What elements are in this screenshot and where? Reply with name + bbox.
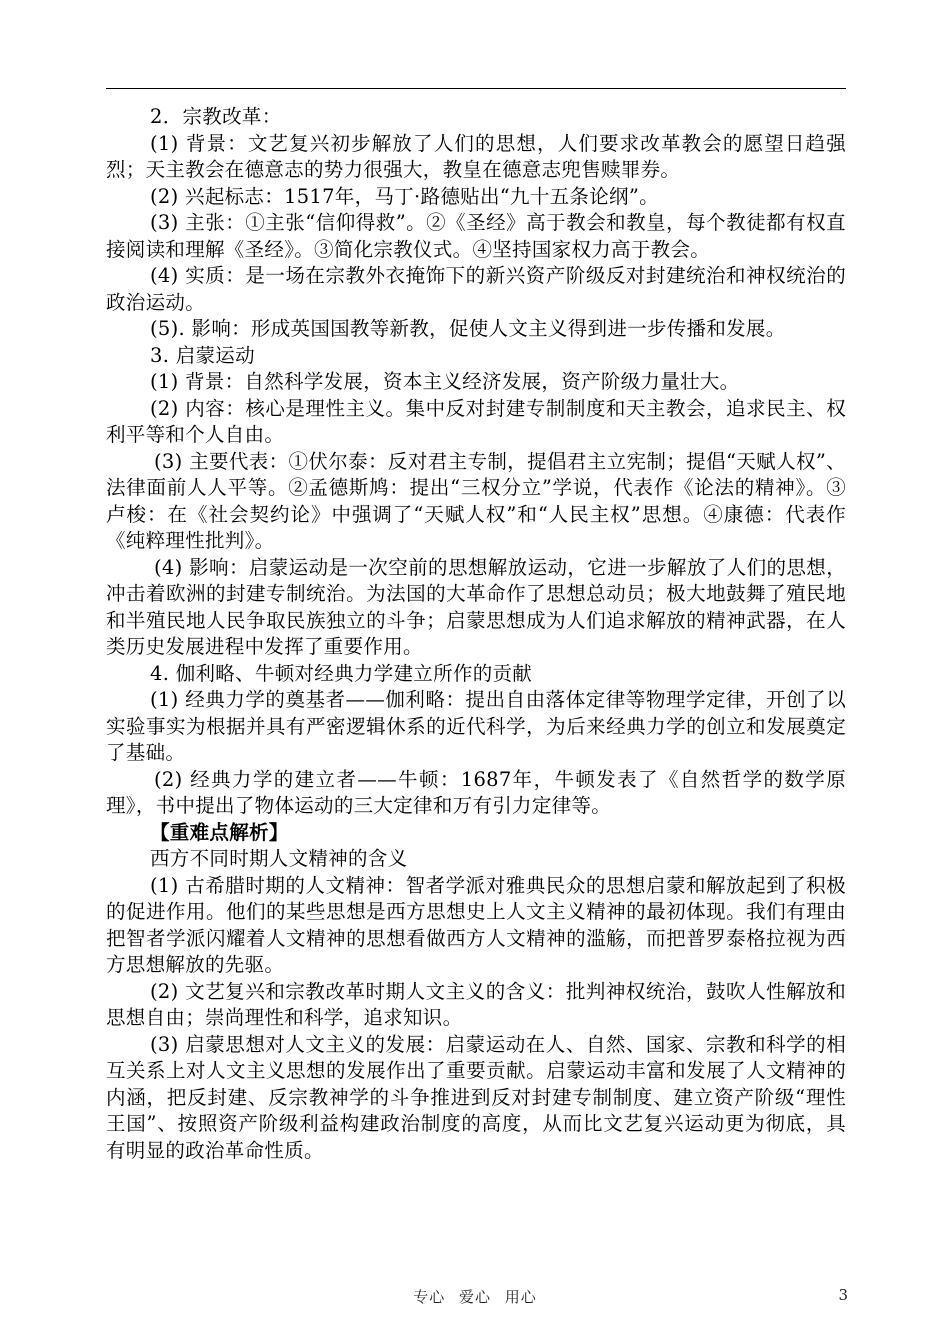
document-body (106, 104, 846, 1164)
paragraph: (2) 经典力学的建立者——牛顿：1687年，牛顿发表了《自然哲学的数学原理》，书中提出了物体运动的三大定律和万有引力定律等。 (106, 767, 846, 817)
page-footer (0, 1286, 950, 1310)
paragraph: (2) 兴起标志：1517年，马丁·路德贴出“九十五条论纲”。 (150, 184, 659, 208)
paragraph: (1) 背景：自然科学发展，资本主义经济发展，资产阶级力量壮大。 (150, 370, 740, 393)
paragraph: (1) 古希腊时期的人文精神：智者学派对雅典民众的思想启蒙和解放起到了积极的促进作用。他们的某些思想是西方思想史上人文主义精神的最初体现。我们有理由把智者学派闪耀着人文精神的思想看做西方人文精神的滥觞，而把普罗泰格拉视为西方思想解放的先驱。 (106, 873, 846, 976)
paragraph: (3) 主要代表：①伏尔泰：反对君主专制，提倡君主立宪制；提倡“天赋人权”、法律面前人人平等。②孟德斯鸠：提出“三权分立”学说，代表作《论法的精神》。③卢梭：在《社会契约论》中强调了“天赋人权”和“人民主权”思想。④康德：代表作《纯粹理性批判》。 (106, 449, 846, 552)
paragraph: (1) 经典力学的奠基者——伽利略：提出自由落体定律等物理学定律，开创了以实验事实为根据并具有严密逻辑休系的近代科学，为后来经典力学的创立和发展奠定了基础。 (106, 688, 846, 764)
paragraph: (5). 影响：形成英国国教等新教，促使人文主义得到进一步传播和发展。 (150, 317, 786, 340)
page-number: 3 (838, 1286, 848, 1304)
paragraph: 2．宗教改革： (150, 105, 282, 128)
paragraph: (2) 内容：核心是理性主义。集中反对封建专制制度和天主教会，追求民主、权利平等和个人自由。 (106, 396, 846, 446)
paragraph: (3) 主张：①主张“信仰得救”。②《圣经》高于教会和教皇，每个教徒都有权直接阅读和理解《圣经》。③简化宗教仪式。④坚持国家权力高于教会。 (106, 211, 846, 261)
paragraph: (4) 影响：启蒙运动是一次空前的思想解放运动，它进一步解放了人们的思想，冲击着欧洲的封建专制统治。为法国的大革命作了思想总动员；极大地鼓舞了殖民地和半殖民地人民争取民族独立的斗争；启蒙思想成为人们追求解放的精神武器，在人类历史发展进程中发挥了重要作用。 (106, 555, 846, 658)
paragraph: 3. 启蒙运动 (150, 343, 255, 367)
paragraph: 4. 伽利略、牛顿对经典力学建立所作的贡献 (150, 661, 533, 685)
paragraph: (2) 文艺复兴和宗教改革时期人文主义的含义：批判神权统治，鼓吹人性解放和思想自由；崇尚理性和科学，追求知识。 (106, 979, 846, 1029)
section-heading: 【重难点解析】 (150, 820, 289, 844)
header-rule (106, 88, 846, 89)
paragraph: (1) 背景：文艺复兴初步解放了人们的思想，人们要求改革教会的愿望日趋强烈；天主教会在德意志的势力很强大，教皇在德意志兜售赎罪券。 (106, 131, 846, 181)
paragraph: (4) 实质：是一场在宗教外衣掩饰下的新兴资产阶级反对封建统治和神权统治的政治运动。 (106, 264, 846, 314)
paragraph: (3) 启蒙思想对人文主义的发展：启蒙运动在人、自然、国家、宗教和科学的相互关系上对人文主义思想的发展作出了重要贡献。启蒙运动丰富和发展了人文精神的内涵，把反封建、反宗教神学的斗争推进到反对封建专制制度、建立资产阶级“理性王国”、按照资产阶级利益构建政治制度的高度，从而比文艺复兴运动更为彻底，具有明显的政治革命性质。 (106, 1032, 846, 1162)
footer-motto: 专心 爱心 用心 (413, 1288, 537, 1306)
paragraph: 西方不同时期人文精神的含义 (150, 847, 408, 870)
